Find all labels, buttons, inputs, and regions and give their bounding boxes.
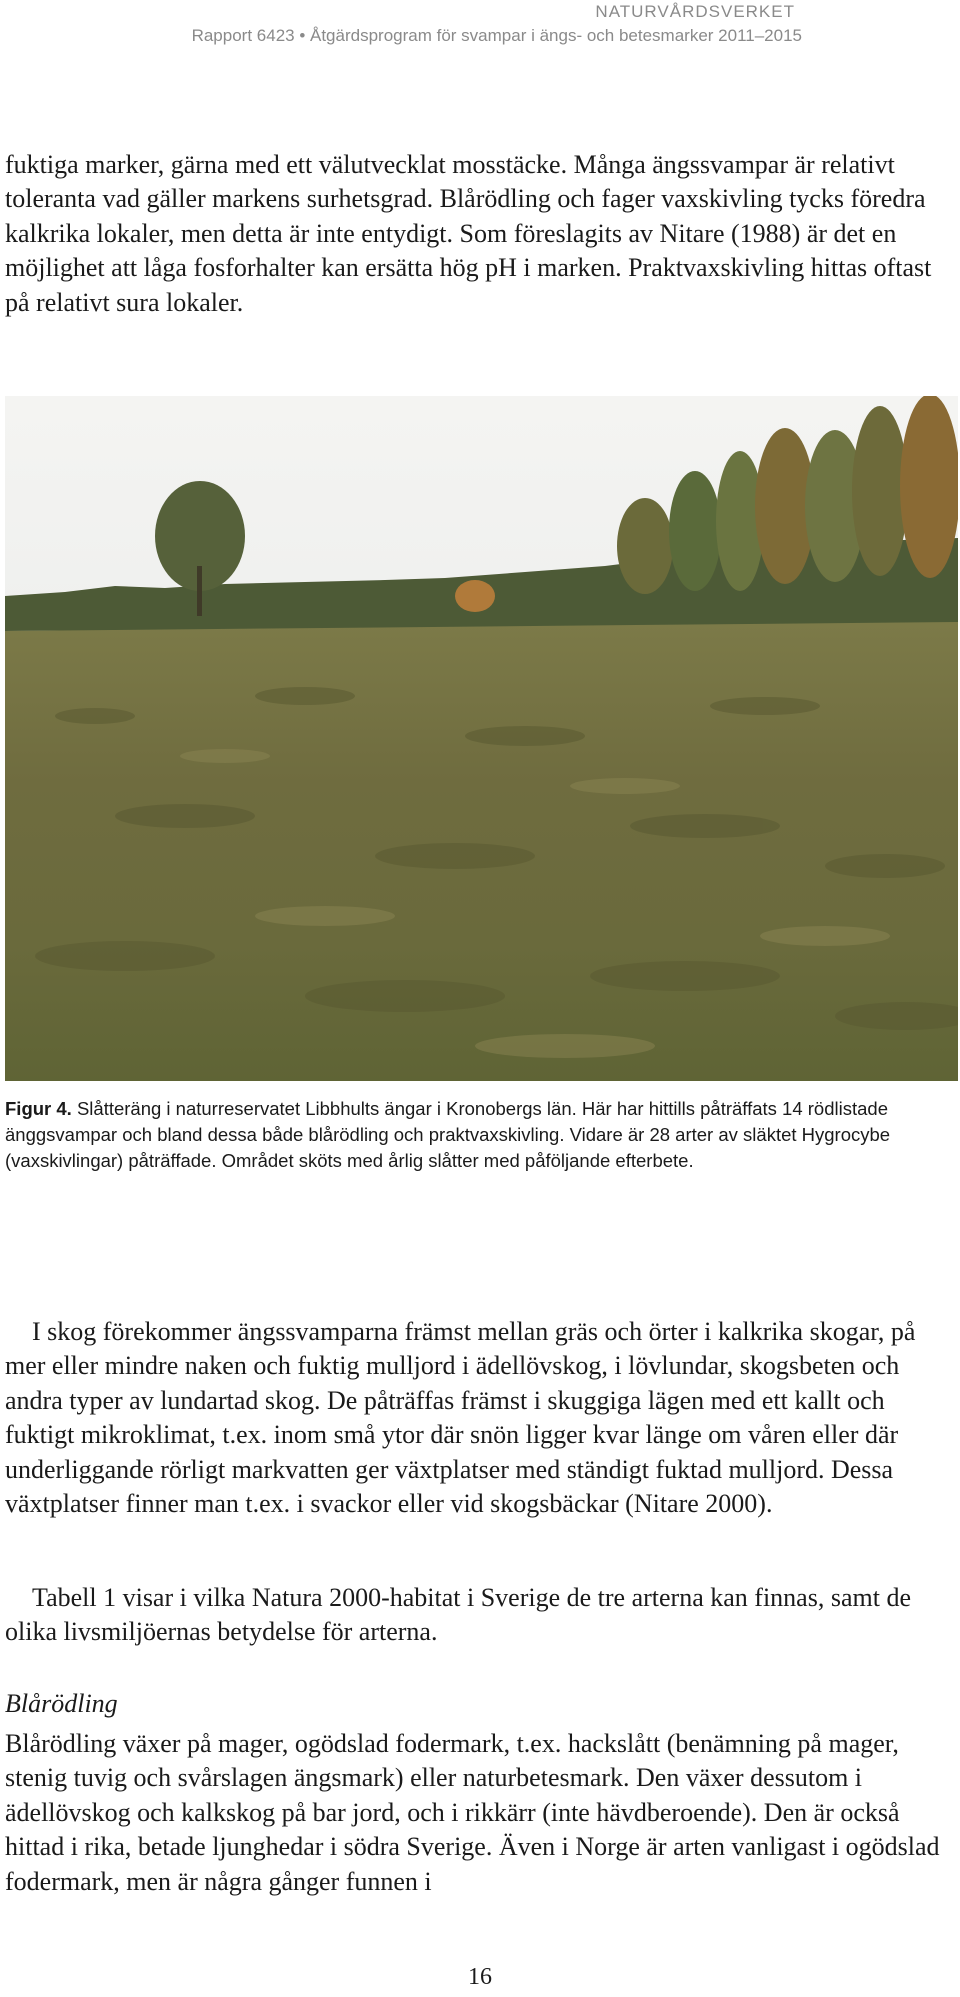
body-paragraph: I skog förekommer ängssvamparna främst mellan gräs och örter i kalkrika skogar, på mer eller mindre naken och fuktig mulljord i ädellövskog, i lövlundar, skogsbeten och andra typer av lundartad skog. De påträffas främst i skuggiga lägen med ett kallt och fuktigt mikroklimat, t.ex. inom små ytor där snön ligger kvar länge om våren eller där underliggande rörligt markvatten ger växtplatser med ständigt fuktad mulljord. Dessa växtplatser finner man t.ex. i svackor eller vid skogsbäckar (Nitare 2000).: [5, 1317, 916, 1519]
body-paragraph: fuktiga marker, gärna med ett välutvecklat mosstäcke. Många ängssvampar är relativt toleranta vad gäller markens surhetsgrad. Blårödling och fager vaxskivling tycks föredra kalkrika lokaler, men detta är inte entydigt. Som föreslagits av Nitare (1988) är det en möjlighet att låga fosforhalter kan ersätta hög pH i marken. Praktvaxskivling hittas oftast på relativt sura lokaler.: [5, 150, 932, 317]
figure-label: Figur 4.: [5, 1098, 72, 1119]
header-organization: NATURVÅRDSVERKET: [595, 2, 795, 21]
body-paragraph: Tabell 1 visar i vilka Natura 2000-habitat i Sverige de tre arterna kan finnas, samt de olika livsmiljöernas betydelse för arterna.: [5, 1583, 911, 1647]
section-subheading: Blårödling: [5, 1689, 118, 1718]
header-report-title: Rapport 6423 • Åtgärdsprogram för svampar i ängs- och betesmarker 2011–2015: [191, 26, 802, 45]
body-paragraph: Blårödling växer på mager, ogödslad fodermark, t.ex. hackslått (benämning på mager, stenig tuvig och svårslagen ängsmark) eller naturbetesmark. Den växer dessutom i ädellövskog och kalkskog på bar jord, och i rikkärr (inte hävdberoende). Den är också hittad i rika, betade ljunghedar i södra Sverige. Även i Norge är arten vanligast i ogödslad fodermark, men är några gånger funnen i: [5, 1729, 940, 1896]
page-number: 16: [468, 1964, 492, 1990]
meadow-photo: [5, 396, 958, 1081]
figure-caption-text: Slåtteräng i naturreservatet Libbhults ängar i Kronobergs län. Här har hittills påträffats 14 rödlistade änggsvampar och bland dessa både blårödling och praktvaxskivling. Vidare är 28 arter av släktet Hygrocybe (vaxskivlingar) påträffade. Området sköts med årlig slåtter med påföljande efterbete.: [5, 1098, 891, 1171]
figure-caption: [5, 1096, 955, 1174]
